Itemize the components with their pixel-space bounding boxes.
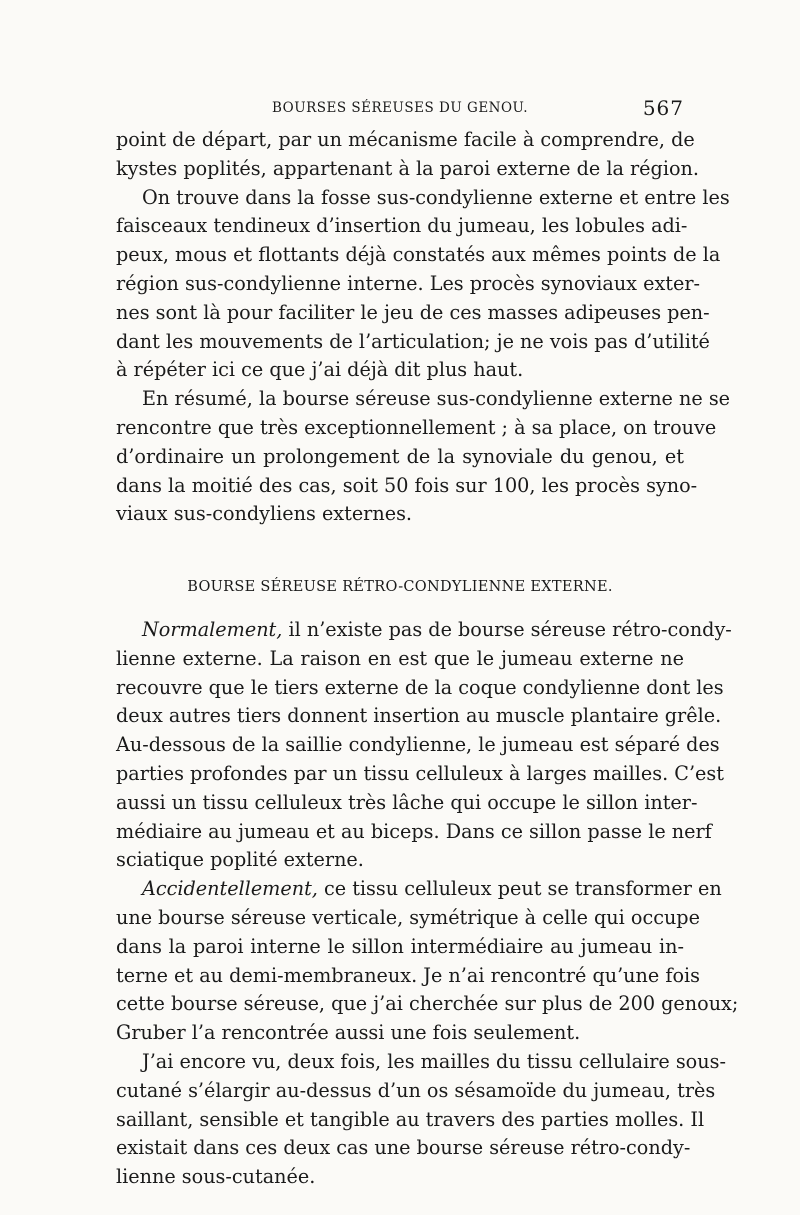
line-rest: il n’existe pas de bourse séreuse rétro-condy- — [282, 617, 732, 641]
text-line: d’ordinaire un prolongement de la synoviale du genou, et — [116, 444, 684, 468]
text-line: recouvre que le tiers externe de la coque condylienne dont les — [116, 675, 724, 699]
text-line: sciatique poplité externe. — [116, 848, 364, 872]
text-line: faisceaux tendineux d’insertion du jumeau, les lobules adi- — [116, 214, 688, 238]
text-line: peux, mous et flottants déjà constatés aux mêmes points de la — [116, 243, 721, 267]
text-line: région sus-condylienne interne. Les procès synoviaux exter- — [116, 271, 700, 295]
text-line: Gruber l’a rencontrée aussi une fois seulement. — [116, 1021, 581, 1045]
paragraph-1 — [116, 126, 699, 184]
paragraph-3 — [116, 385, 731, 529]
text-line: médiaire au jumeau et au biceps. Dans ce sillon passe le nerf — [116, 819, 712, 843]
text-line: En résumé, la bourse séreuse sus-condylienne externe ne se — [142, 387, 731, 411]
text-line: nes sont là pour faciliter le jeu de ces masses adipeuses pen- — [116, 300, 710, 324]
text-line: saillant, sensible et tangible au travers des parties molles. Il — [116, 1107, 705, 1131]
text-line — [116, 616, 732, 645]
text-line: existait dans ces deux cas une bourse séreuse rétro-condy- — [116, 1136, 691, 1160]
text-line: cette bourse séreuse, que j’ai cherchée sur plus de 200 genoux; — [116, 992, 739, 1016]
text-line: à répéter ici ce que j’ai déjà dit plus haut. — [116, 358, 524, 382]
text-line: dant les mouvements de l’articulation; je ne vois pas d’utilité — [116, 329, 710, 353]
italic-lead: Accidentellement, — [142, 877, 318, 901]
line-rest: ce tissu celluleux peut se transformer en — [317, 877, 722, 901]
text-line: dans la paroi interne le sillon intermédiaire au jumeau in- — [116, 934, 684, 958]
text-line: J’ai encore vu, deux fois, les mailles du tissu cellulaire sous- — [142, 1049, 726, 1073]
text-line: rencontre que très exceptionnellement ; à sa place, on trouve — [116, 415, 717, 439]
text-line: On trouve dans la fosse sus-condylienne externe et entre les — [142, 185, 730, 209]
text-line: dans la moitié des cas, soit 50 fois sur 100, les procès syno- — [116, 473, 698, 497]
paragraph-6 — [116, 1048, 726, 1192]
text-line: viaux sus-condyliens externes. — [116, 502, 413, 526]
text-line — [116, 875, 722, 904]
text-line: point de départ, par un mécanisme facile à comprendre, de — [116, 128, 695, 151]
italic-lead: Normalement, — [142, 617, 283, 641]
text-line: cutané s’élargir au-dessus d’un os sésamoïde du jumeau, très — [116, 1078, 716, 1102]
body-text — [116, 126, 739, 1192]
text-line: lienne externe. La raison en est que le jumeau externe ne — [116, 646, 684, 670]
text-line: lienne sous-cutanée. — [116, 1165, 316, 1189]
section-heading: BOURSE SÉREUSE RÉTRO-CONDYLIENNE EXTERNE. — [187, 579, 613, 596]
paragraph-2 — [116, 184, 730, 386]
text-line: terne et au demi-membraneux. Je n’ai rencontré qu’une fois — [116, 963, 700, 987]
page-header — [116, 96, 684, 126]
text-line: parties profondes par un tissu celluleux à larges mailles. C’est — [116, 761, 724, 785]
text-line: deux autres tiers donnent insertion au muscle plantaire grêle. — [116, 704, 722, 728]
text-line: aussi un tissu celluleux très lâche qui occupe le sillon inter- — [116, 790, 698, 814]
text-line: une bourse séreuse verticale, symétrique à celle qui occupe — [116, 905, 700, 929]
page-number: 567 — [642, 96, 684, 120]
paragraph-4 — [116, 616, 732, 875]
text-line: Au-dessous de la saillie condylienne, le jumeau est séparé des — [116, 733, 720, 757]
paragraph-5 — [116, 875, 739, 1048]
running-head: BOURSES SÉREUSES DU GENOU. — [271, 100, 528, 116]
text-line: kystes poplités, appartenant à la paroi externe de la région. — [116, 156, 699, 180]
